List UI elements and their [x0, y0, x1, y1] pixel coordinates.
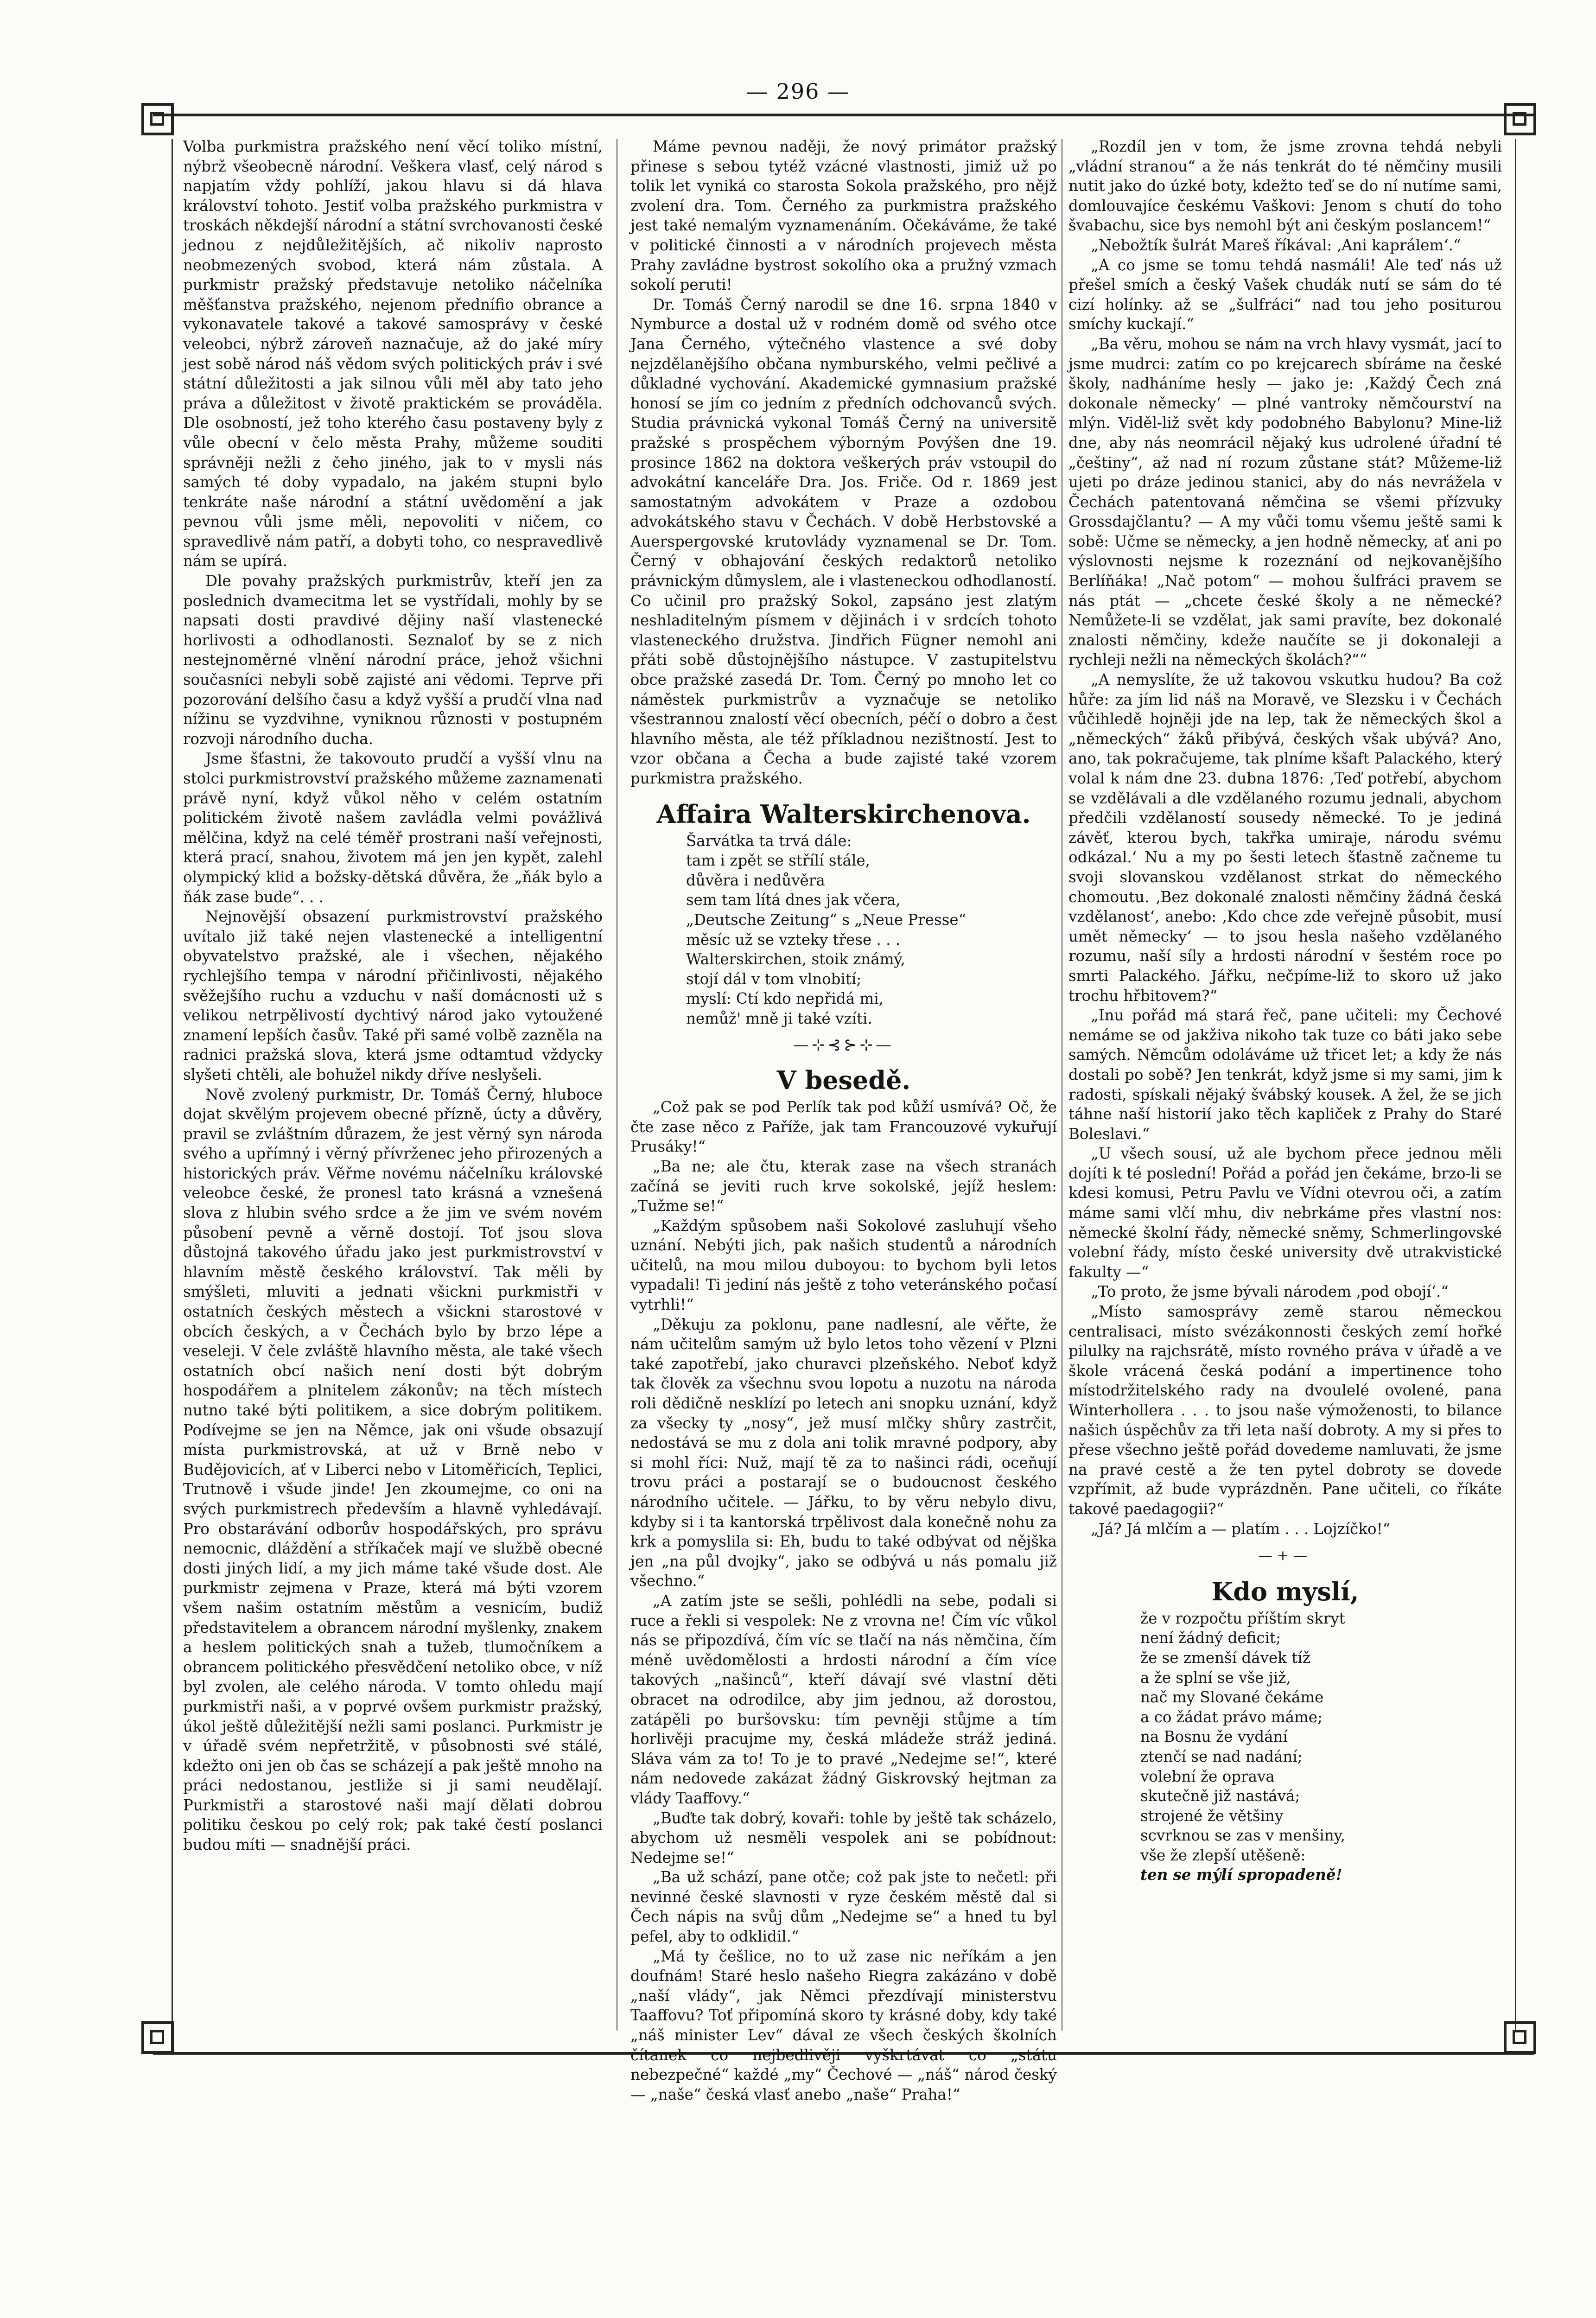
poem-line: nač my Slované čekáme — [1140, 1688, 1324, 1707]
besede-paragraph: „Buďte tak dobrý, kovaři: tohle by ještě tak scházelo, abychom už nesměli vespolek ani se pobídnout: Nedejme se!“ — [630, 1809, 1057, 1866]
poem-line: nemůž' mně ji také vzíti. — [686, 1009, 872, 1027]
besede-paragraph: „Ba už schází, pane otče; což pak jste to nečetl: při nevinné české slavnosti v ryze českém městě dal si Čech nápis na svůj dům „Nedejme se“ a hned tu byl pefel, aby to odklidil.“ — [630, 1868, 1057, 1946]
corner-ornament-top-right — [1504, 103, 1536, 135]
ornament-divider: —⊹⊰⊱⊹— — [793, 1035, 894, 1054]
poem-line: Šarvátka ta trvá dále: — [686, 832, 852, 850]
besede-paragraph: „A zatím jste se sešli, pohlédli na sebe, podali si ruce a řekli si vespolek: Ne z vrovna ne! Čím víc vůkol nás se připozdívá, čím víc se tlačí na nás němčina, čím méně uvědomělosti a hrdosti národní a čím více takových „našinců“, kteří dávají své vlastní děti obracet na odrodilce, aby jim jednou, až dorostou, zatápěli po buršovsku: tím pevněji stůjme a tím horlivěji pracujme my, česká mládeže stráž jediná. Sláva vám za to! To je to pravé „Nedejme se!“, které nám nedovede zakázat žádný Giskrovský hejtman za vlády Taaffovy.“ — [630, 1592, 1057, 1807]
poem-line: ten se mýlí spropadeně! — [1140, 1866, 1342, 1884]
poem-line: ztenčí se nad nadání; — [1140, 1747, 1303, 1765]
besede-title: V besedě. — [776, 1065, 911, 1095]
poem-line: stojí dál v tom vlnobití; — [686, 970, 862, 988]
corner-ornament-top-left — [141, 103, 174, 135]
poem-line: že se zmenší dávek tíž — [1140, 1649, 1310, 1667]
volba-paragraph: Nejnovější obsazení purkmistrovství pražského uvítalo již také nejen vlastenecké a intelligentní obyvatelstvo pražské, ale i všechen, nějakého rychlejšího tempa v národní přičinlivosti, nějakého svěžejšího ruchu a vzduchu v naší domácnosti už s velikou netrpělivostí dychtivý národ jako vytoužené znamení lepších časův. Také při samé volbě zazněla na radnici pražská slova, která jsme odtamtud vždycky slyšeti chtěli, ale bohužel nikdy dříve neslyšeli. — [183, 908, 603, 1083]
kdo-mysli-title: Kdo myslí, — [1211, 1576, 1359, 1606]
volba-paragraph: Nově zvolený purkmistr, Dr. Tomáš Černý, hluboce dojat skvělým projevem obecné přízně, úcty a důvěry, pravil se zvláštním důrazem, že jest věrný syn národa svého a upřímný i věrný přívrženec jeho přirozených a historických práv. Věřme novému náčelníku královské veleobce české, že pronesl tato krásná a vznešená slova z hlubin svého srdce a že jim ve svém novém působení pevně a věrně dostojí. Toť jsou slova důstojná takového úřadu jako jest purkmistrovství v hlavním městě českého království. Tak měli by smýšleti, mluviti a jednati všickni purkmistři v ostatních českých městech a všickni starostové v obcích českých, a v Čechách bylo by brzo lépe a veseleji. V čele zvláště hlavního města, ale také všech ostatních obcí našich není dosti být dobrým hospodářem a plnitelem zákonův; na těch místech nutno také býti politikem, a sice dobrým politikem. Podívejme se jen na Němce, jak oni všude obsazují místa purkmistrovská, at už v Brně nebo v Budějovicích, ať v Liberci nebo v Litoměřicích, Teplici, Trutnově i všude jinde! Jen zkoumejme, co oni na svých purkmistrech především a hlavně vyhledávají. Pro obstarávání odborův hospodářských, pro správu nemocnic, dláždění a stříkaček mají ve službě obecné dosti jiných lidí, a my jich máme také všude dost. Ale purkmistr zejmena v Praze, která má býti vzorem všem našim ostatním městům a vesnicím, budiž představitelem a obrancem národní myšlenky, znakem a heslem politických snah a tužeb, tlumočníkem a obrancem politického přesvědčení netoliko obce, v níž byl zvolen, ale celého národa. V tomto ohledu mají purkmistři naši, a v poprvé ovšem purkmistr pražský, úkol ještě důležitější nežli sami poslanci. Purkmistr je v úřadě svém nepřetržitě, v působnosti své stálé, kdežto oni jen ob čas se scházejí a pak ještě mnoho na práci nedostanou, jestliže si ji sami neudělají. Purkmistři a starostové naši mají dělati dobrou politiku českou po celý rok; pak také čestí poslanci budou míti — snadnější práci. — [183, 1085, 603, 1854]
kdo-mysli-poem — [1068, 1609, 1502, 1885]
poem-line: scvrknou se zas v menšiny, — [1140, 1827, 1346, 1845]
poem-line: „Deutsche Zeitung“ s „Neue Presse“ — [686, 911, 967, 929]
volba-paragraph: Jsme šťastni, že takovouto prudčí a vyšší vlnu na stolci purkmistrovství pražského můžeme zaznamenati právě nyní, když vůkol něho v celém ostatním politickém životě našem zavládla velmi povážlivá mělčina, když na celé téměř prostrani naší veřejnosti, která prací, snahou, životem má jen jen kypět, zalehl olympický klid a božsky-dětská důvěra, že „ňák bylo a ňák zase bude“. . . — [183, 750, 603, 906]
besede-paragraph: „Nebožtík šulrát Mareš říkával: ‚Ani kaprálem‘.“ — [1091, 236, 1461, 254]
column-2 — [630, 137, 1057, 2104]
besede-paragraph: „Ba věru, mohou se nám na vrch hlavy vysmát, jací to jsme mudrci: zatím co po krejcarech sbíráme na české školy, nadháníme hesly — jako je: ‚Každý Čech zná dokonale německy‘ — plné vantroky němčourství na mlýn. Viděl-liž svět kdy podobného Babylonu? Mine-liž dne, aby nás neomrácil nějaký kus udrolené úřadní té „češtiny“, až nad ní rozum zůstane stát? Můžeme-liž ujeti po dráze jedinou stanici, aby do nás nevrážela v Čechách patentovaná němčina se všemi přízvuky Grossdajčlantu? — A my vůči tomu všemu ještě sami k sobě: Učme se německy, a jen hodně německy, ať ani po výslovnosti nejsme k rozeznání od nejkovanějšího Berlíňáka! „Nač potom“ — mohou šulfráci pravem se nás ptát — „chcete české školy a ne německé? Nemůžete-li se vzdělat, jak sami pravíte, bez dokonalé znalosti němčiny, kdeže naučíte se ji dokonaleji a rychleji nežli na německých školách?““ — [1068, 335, 1502, 669]
affaira-poem — [630, 831, 1057, 1029]
column-1 — [183, 137, 603, 1855]
volba-paragraph: Dr. Tomáš Černý narodil se dne 16. srpna 1840 v Nymburce a dostal už v rodném domě od svého otce Jana Černého, výtečného vlastence a své doby nejzdělanějšího občana nymburského, velmi pečlivé a důkladné vychování. Akademické gymnasium pražské honosí se jím co jedním z předních odchovanců svých. Studia právnická vykonal Tomáš Černý na universitě pražské s prospěchem výborným Povýšen dne 19. prosince 1862 na doktora veškerých práv vstoupil do advokátní kanceláře Dra. Jos. Friče. Od r. 1869 jest samostatným advokátem v Praze a ozdobou advokátského stavu v Čechách. V době Herbstovské a Auerspergovské krutovlády vyznamenal se Dr. Tom. Černý v obhajování českých redaktorů netoliko právnickým důmyslem, ale i vlasteneckou odhodlaností. Co učinil pro pražský Sokol, zapsáno jest zlatým neshladitelným písmem v dějinách i v srdcích tohoto vlasteneckého družstva. Jindřich Fügner nemohl ani přáti sobě důstojnějšího nástupce. V zastupitelstvu obce pražské zasedá Dr. Tom. Černý po mnoho let co náměstek purkmistrův a vyznačuje se netoliko všestrannou znalostí věcí obecních, péčí o dobro a čest hlavního města, ale též příkladnou nezištností. Jest to vzor občana a Čecha a bude zajisté také vzorem purkmistra pražského. — [630, 295, 1057, 787]
poem-line: není žádný deficit; — [1140, 1629, 1281, 1647]
poem-line: skutečně již nastává; — [1140, 1787, 1300, 1805]
poem-line: že v rozpočtu příštím skryt — [1140, 1609, 1345, 1627]
poem-line: důvěra i nedůvěra — [686, 871, 825, 889]
poem-line: a že splní se vše již, — [1140, 1668, 1291, 1687]
frame-line-left — [172, 139, 173, 2031]
volba-paragraph: Máme pevnou naději, že nový primátor pražský přinese s sebou tytéž vzácné vlastnosti, jimiž už po tolik let vyniká co starosta Sokola pražského, pro nějž zvolení dra. Tom. Černého za purkmistra pražského jest také nemalým vyznamenáním. Očekáváme, že také v politické činnosti a v národních projevech města Prahy zavládne bystrost sokolího oka a pružný vzmach sokolí peruti! — [630, 138, 1057, 294]
poem-line: myslí: Ctí kdo nepřidá mi, — [686, 990, 884, 1008]
poem-line: tam i zpět se střílí stále, — [686, 852, 870, 870]
frame-line-right — [1515, 139, 1516, 2031]
besede-paragraph: „Každým spůsobem naši Sokolové zasluhují všeho uznání. Nebýti jich, pak našich studentů a národních učitelů, na mou milou duboyou: to bychom byli letos vypadali! Ti jediní nás ještě z toho veteránského počasí vytrhli!“ — [630, 1216, 1057, 1314]
poem-line: a co žádat právo máme; — [1140, 1708, 1323, 1726]
poem-line: Walterskirchen, stoik známý, — [686, 950, 905, 968]
besede-paragraph: „Ba ne; ale čtu, kterak zase na všech stranách začíná se jeviti ruch krve sokolské, jejíž heslem: „Tužme se!“ — [630, 1157, 1057, 1215]
separator: —+— — [1258, 1547, 1312, 1564]
besede-paragraph: „U všech sousí, už ale bychom přece jednou měli dojíti k té poslední! Pořád a pořád jen čekáme, brzo-li se kdesi komusi, Petru Pavlu ve Vídni otevrou oči, a zatím máme sami vlčí mhu, div nebrkáme přes vlastní nos: německé školní řády, německé sněmy, Schmerlingovské volební řády, místo české university dvě utrakvistické fakulty —“ — [1068, 1145, 1502, 1281]
besede-paragraph: „Děkuju za poklonu, pane nadlesní, ale věřte, že nám učitelům samým už bylo letos toho vězení v Plzni také zapotřebí, jako churavci plzeňského. Neboť když tak člověk za všechnu svou lopotu a nuzotu na národa roli dědičně nesklízí po letech ani snopku uznání, když za všecky ty „nosy“, jež musí mlčky shůry zastrčit, nedostává se mu z dola ani tolik mravné podpory, aby si mohl říci: Nuž, mají tě za to našinci rádi, oceňují trovu práci a postarají se o budoucnost českého národního učitele. — Jářku, to by věru nebylo divu, kdyby si i ta kantorská trpělivost dala konečně nohu za krk a pomyslila si: Eh, budu to také odbývat od nějška jen „na půl dvojky“, jako se odbývá u nás pomalu již všechno.“ — [630, 1315, 1057, 1590]
volba-paragraph: Dle povahy pražských purkmistrův, kteří jen za poslednich dvamecitma let se vystřídali, mohly by se napsati dosti pravdivé dějiny naší vlastenecké horlivosti a odhodlanosti. Seznaloť by se z nich nestejnoměrné vlnění národní práce, jehož všichni současníci nebyli sobě zajisté ani vědomi. Teprve při pozorování delšího času a když vyšší a prudčí vlna nad nížinu se vyzdvihne, vyniknou různosti v postupném rozvoji národního ducha. — [183, 572, 603, 748]
besede-paragraph: „A co jsme se tomu tehdá nasmáli! Ale teď nás už přešel smích a český Vašek chudák nutí se sám do té cizí holínky. až se „šulfráci“ nad tou jeho positurou smíchy kuckají.“ — [1068, 256, 1502, 333]
poem-line: vše že zlepší utěšeně: — [1140, 1846, 1306, 1864]
besede-paragraph: „Což pak se pod Perlík tak pod kůží usmívá? Oč, že čte zase něco z Paříže, jak tam Francouzové vykuřují Prusáky!“ — [630, 1098, 1057, 1156]
besede-paragraph: „To proto, že jsme bývali národem ‚pod obojí‘.“ — [1091, 1283, 1449, 1301]
besede-paragraph: „A nemyslíte, že už takovou vskutku hudou? Ba což hůře: za jím lid náš na Moravě, ve Slezsku i v Čechách vůčihledě hojněji jde na lep, tak že německých škol a „německých“ žáků přibývá, českých však ubývá? Ano, ano, tak pokračujeme, tak plníme kšaft Palackého, který volal k nám dne 23. dubna 1876: ‚Teď potřebí, abychom se vzdělávali a dle vzdělaného rozumu jednali, abychom předčili vzdělaností sousedy německé. To je jediná závěť, kterou bych, takřka umiraje, národu svému odkázal.‘ Nu a my po šesti letech šťastně začneme tu svoji slovanskou vzdělanost strkat do německého chomoutu. ‚Bez dokonalé znalosti němčiny žádná česká vzdělanost‘, anebo: ‚Kdo chce zde veřejně působit, musí umět německy‘ — to jsou hesla našeho vzdělaného rozumu, naší síly a hrdosti národní v šestém roce po smrti Palackého. Jářku, nečpíme-liž to skoro už jako trochu hřbitovem?“ — [1068, 671, 1502, 1005]
corner-ornament-bottom-right — [1504, 2021, 1536, 2054]
besede-paragraph: „Inu pořád má stará řeč, pane učiteli: my Čechové nemáme se od jakživa nikoho tak tuze co báti jako sebe samých. Němcům odoláváme už třicet let; a kdy že nás dostali po sobě? Jen tenkrát, když jsme si my sami, jim k radosti, spískali nějaký švábský kousek. A žel, že se jich táhne naší historií jako těch kapliček z Prahy do Staré Boleslavi.“ — [1068, 1006, 1502, 1143]
besede-paragraph: „Má ty češlice, no to už zase nic neříkám a jen doufnám! Staré heslo našeho Riegra zakázáno v době „naší vlády“, jak Němci přezdívají ministerstvu Taaffovu? Toť připomíná skoro ty krásné doby, kdy také „náš minister Lev“ dával ze všech českých školních čítanek co nejbedlivěji vyškrtávat co „státu nebezpečné“ každé „my“ Čechové — „náš“ národ český — „naše“ česká vlasť anebo „naše“ Praha!“ — [630, 1947, 1057, 2103]
poem-line: na Bosnu že vydání — [1140, 1728, 1288, 1746]
besede-paragraph: „Já? Já mlčím a — platím . . . Lojzíčko!“ — [1091, 1520, 1391, 1538]
besede-paragraph: „Místo samosprávy země starou německou centralisaci, místo svézákonnosti českých zemí hořké pilulky na rajchsrátě, místo rovného práva v úřadě a ve škole vrácená česká podání a impertinence toho místodržitelského rady na dvoulelé ovolené, pana Winterhollera . . . to jsou naše výmoženosti, to bilance našich úspěchův za tři leta naší dobroty. A my si přes to přese všechno ještě pořád dovedeme namluvati, že jsme na pravé cestě a že ten pytel dobroty se dovede vzpřímit, až bude vyprázdněn. Pane učiteli, co říkáte takové paedagogii?“ — [1068, 1303, 1502, 1518]
poem-line: sem tam lítá dnes jak včera, — [686, 891, 901, 909]
corner-ornament-bottom-left — [141, 2021, 174, 2054]
page-number: — 296 — — [746, 79, 850, 104]
besede-paragraph: „Rozdíl jen v tom, že jsme zrovna tehdá nebyli „vládní stranou“ a že nás tenkrát do té němčiny musili nutit jako do úzké boty, kdežto teď se do ní nutíme sami, domlouvajíce českému Vaškovi: Jenom s chutí do toho švabachu, sice bys nemohl být ani českým poslancem!“ — [1068, 138, 1502, 235]
poem-line: volební že oprava — [1140, 1767, 1275, 1785]
affaira-title: Affaira Walterskirchenova. — [656, 799, 1031, 829]
column-3 — [1068, 137, 1502, 1885]
volba-paragraph: Volba purkmistra pražského není věcí toliko místní, nýbrž všeobecně národní. Veškera vlasť, celý národ s napjatím vždy pohlíží, jakou hlavu si dá hlava království tohoto. Jestiť volba pražského purkmistra v troskách někdejší národní a státní svrchovanosti české jednou z nejdůležitějších, ač nikoliv naprosto neobmezených svobod, která nám zůstala. A purkmistr pražský představuje netoliko náčelníka měšťanstva pražského, nejenom přednífio obrance a vykonavatele takové a takové samosprávy v české veleobci, nýbrž zároveň naznačuje, až do jaké míry jest sobě národ náš vědom svých politických práv i své státní důležitosti a jak silnou vůli měl aby tato jeho práva a důležitost v životě praktickém se prováděla. Dle osobností, jež toho kterého času postaveny byly z vůle obecní v čelo města Prahy, můžeme souditi správněji nežli z čeho jiného, jak to v mysli nás samých té doby vypadalo, na jakém stupni bylo tenkráte naše národní a státní uvědomění a jak pevnou vůli jsme měli, nepovoliti v ničem, co spravedlivě nám patří, a dobyti toho, co nespravedlivě nám se upírá. — [183, 138, 603, 570]
poem-line: strojené že většiny — [1140, 1807, 1284, 1825]
poem-line: měsíc už se vzteky třese . . . — [686, 930, 901, 949]
